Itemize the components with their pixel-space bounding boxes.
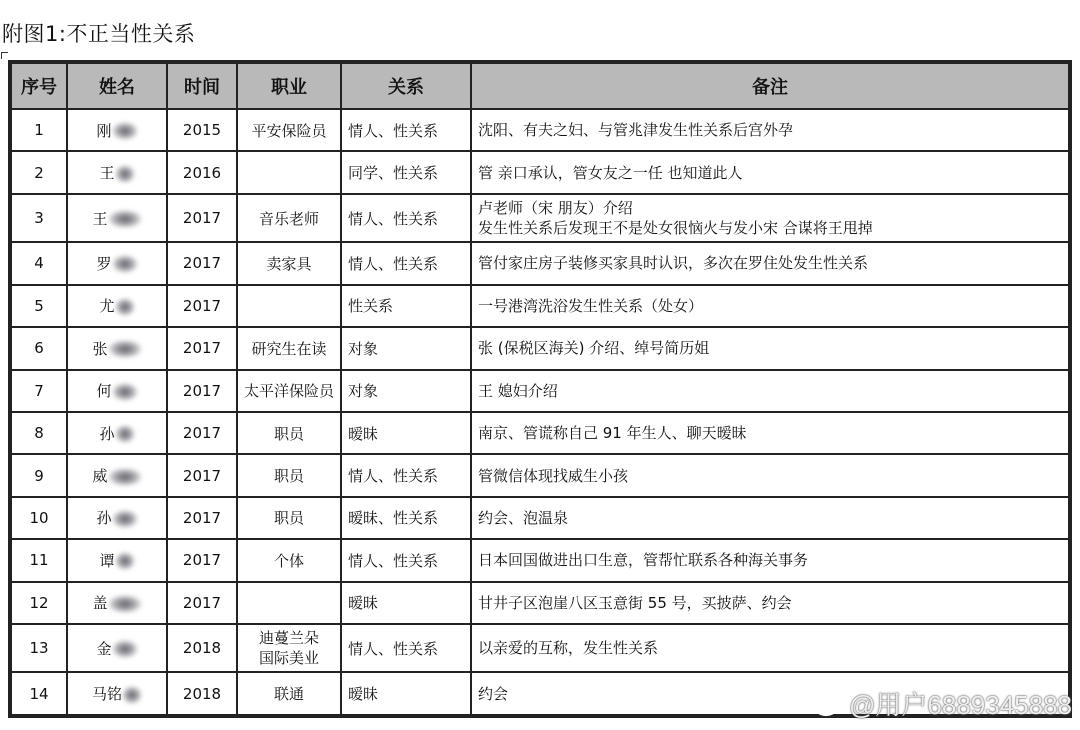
name-text: 孙 [96,509,112,528]
cell-name [67,672,167,715]
cell-year: 2017 [167,285,237,327]
note-line: 张 (保税区海关) 介绍、绰号简历姐 [478,339,710,358]
name-mosaic-blur [112,383,138,401]
cell-name [67,539,167,581]
name-text: 谭 [99,551,115,570]
cell-name [67,624,167,672]
cell-note [471,582,1069,624]
cell-job: 平安保险员 [237,109,341,151]
cell-name [67,242,167,284]
name-text: 王 [92,209,108,228]
watermark-text: @用户6889345888 [849,690,1072,720]
cell-relation: 情人、性关系 [341,454,471,496]
name-mosaic-blur [122,686,142,704]
cell-relation: 对象 [341,370,471,412]
cell-note [471,539,1069,581]
cell-job: 职员 [237,454,341,496]
cell-name [67,497,167,539]
table-row [11,242,1069,284]
name-mosaic-blur [115,552,135,570]
cell-name [67,285,167,327]
cell-relation: 暧昧 [341,582,471,624]
note-line: 南京、管谎称自己 91 年生人、聊天暧昧 [478,424,747,443]
note-line: 管 亲口承认，管女友之一任 也知道此人 [478,163,743,182]
name-mosaic-blur [108,595,142,613]
note-line: 管微信体现找威生小孩 [478,466,629,485]
cell-job [237,582,341,624]
cell-no: 8 [11,412,67,454]
cell-job: 太平洋保险员 [237,370,341,412]
table-header-row [11,63,1069,109]
cell-job: 职员 [237,497,341,539]
cell-no: 7 [11,370,67,412]
cell-no: 2 [11,151,67,193]
cell-relation: 情人、性关系 [341,539,471,581]
cell-job: 音乐老师 [237,194,341,242]
cell-no: 10 [11,497,67,539]
cell-job [237,624,341,672]
cell-no: 4 [11,242,67,284]
table-row [11,109,1069,151]
header-relation: 关系 [341,63,471,109]
cell-note [471,151,1069,193]
cell-job [237,285,341,327]
cell-year: 2017 [167,194,237,242]
cell-no: 1 [11,109,67,151]
cell-name [67,412,167,454]
cell-job [237,151,341,193]
table-row [11,370,1069,412]
table-row [11,624,1069,672]
cell-job: 联通 [237,672,341,715]
note-line: 管付家庄房子装修买家具时认识，多次在罗住处发生性关系 [478,254,869,273]
table-row [11,412,1069,454]
cell-relation: 性关系 [341,285,471,327]
document-title: 附图1:不正当性关系 [2,22,196,46]
name-mosaic-blur [115,165,135,183]
name-mosaic-blur [115,298,135,316]
cell-relation: 暧昧 [341,672,471,715]
cell-name [67,370,167,412]
cell-note [471,412,1069,454]
name-mosaic-blur [112,640,138,658]
cell-year: 2018 [167,624,237,672]
header-note: 备注 [471,63,1069,109]
cell-name [67,582,167,624]
name-text: 马铭 [91,685,122,704]
table-row [11,151,1069,193]
note-line: 约会、泡温泉 [478,508,569,527]
job-text: 国际美业 [258,649,319,668]
table-row [11,539,1069,581]
note-line: 王 媳妇介绍 [478,381,558,400]
cell-relation: 暧昧、性关系 [341,497,471,539]
cell-job: 职员 [237,412,341,454]
cell-relation: 情人、性关系 [341,242,471,284]
name-text: 孙 [99,424,115,443]
table-row [11,454,1069,496]
table-row [11,285,1069,327]
table-row [11,582,1069,624]
title-corner-mark [1,52,8,59]
name-text: 盖 [92,594,108,613]
cell-no: 9 [11,454,67,496]
note-line: 以亲爱的互称，发生性关系 [478,639,659,658]
cell-job: 个体 [237,539,341,581]
weibo-watermark [813,685,1072,722]
note-line: 甘井子区泡崖八区玉意街 55 号，买披萨、约会 [478,593,792,612]
cell-year: 2017 [167,242,237,284]
table-row [11,327,1069,369]
weibo-logo-icon [813,691,843,717]
cell-year: 2017 [167,370,237,412]
cell-job: 卖家具 [237,242,341,284]
cell-note [471,242,1069,284]
cell-note [471,624,1069,672]
name-mosaic-blur [112,510,138,528]
table-row [11,194,1069,242]
cell-no: 14 [11,672,67,715]
cell-relation: 暧昧 [341,412,471,454]
cell-job: 研究生在读 [237,327,341,369]
cell-name [67,109,167,151]
header-no: 序号 [11,63,67,109]
cell-no: 5 [11,285,67,327]
table-body [11,109,1069,715]
cell-no: 13 [11,624,67,672]
name-text: 刚 [96,121,112,140]
cell-note [471,454,1069,496]
cell-note [471,497,1069,539]
cell-name [67,194,167,242]
name-text: 尤 [99,297,115,316]
note-line: 约会 [478,684,509,703]
name-text: 金 [96,639,112,658]
cell-year: 2018 [167,672,237,715]
cell-note [471,109,1069,151]
header-name: 姓名 [67,63,167,109]
table-row [11,497,1069,539]
cell-relation: 情人、性关系 [341,624,471,672]
cell-relation: 情人、性关系 [341,194,471,242]
name-mosaic-blur [108,210,142,228]
cell-name [67,151,167,193]
cell-note [471,285,1069,327]
cell-no: 11 [11,539,67,581]
name-mosaic-blur [108,340,142,358]
cell-note [471,370,1069,412]
relations-table-container [8,60,1072,718]
job-text: 迪蔓兰朵 [258,629,319,648]
cell-note [471,194,1069,242]
cell-year: 2017 [167,454,237,496]
cell-name [67,327,167,369]
name-text: 威 [92,467,108,486]
name-text: 何 [96,382,112,401]
name-mosaic-blur [115,425,135,443]
note-line: 卢老师（宋 朋友）介绍 [478,199,633,218]
relations-table [10,62,1070,716]
note-line: 一号港湾洗浴发生性关系（处女） [478,296,704,315]
name-text: 张 [92,339,108,358]
name-text: 罗 [96,254,112,273]
cell-note [471,327,1069,369]
cell-year: 2017 [167,412,237,454]
cell-year: 2017 [167,327,237,369]
name-mosaic-blur [112,122,138,140]
cell-year: 2017 [167,497,237,539]
cell-relation: 同学、性关系 [341,151,471,193]
cell-year: 2015 [167,109,237,151]
cell-year: 2017 [167,539,237,581]
cell-relation: 对象 [341,327,471,369]
name-mosaic-blur [112,255,138,273]
cell-year: 2017 [167,582,237,624]
header-time: 时间 [167,63,237,109]
cell-name [67,454,167,496]
cell-no: 3 [11,194,67,242]
cell-relation: 情人、性关系 [341,109,471,151]
name-mosaic-blur [108,468,142,486]
note-line: 沈阳、有夫之妇、与管兆津发生性关系后宫外孕 [478,121,794,140]
note-line: 发生性关系后发现王不是处女很恼火与发小宋 合谋将王甩掉 [478,219,873,238]
cell-no: 6 [11,327,67,369]
cell-no: 12 [11,582,67,624]
header-job: 职业 [237,63,341,109]
note-line: 日本回国做进出口生意，管帮忙联系各种海关事务 [478,551,809,570]
name-text: 王 [99,164,115,183]
cell-year: 2016 [167,151,237,193]
